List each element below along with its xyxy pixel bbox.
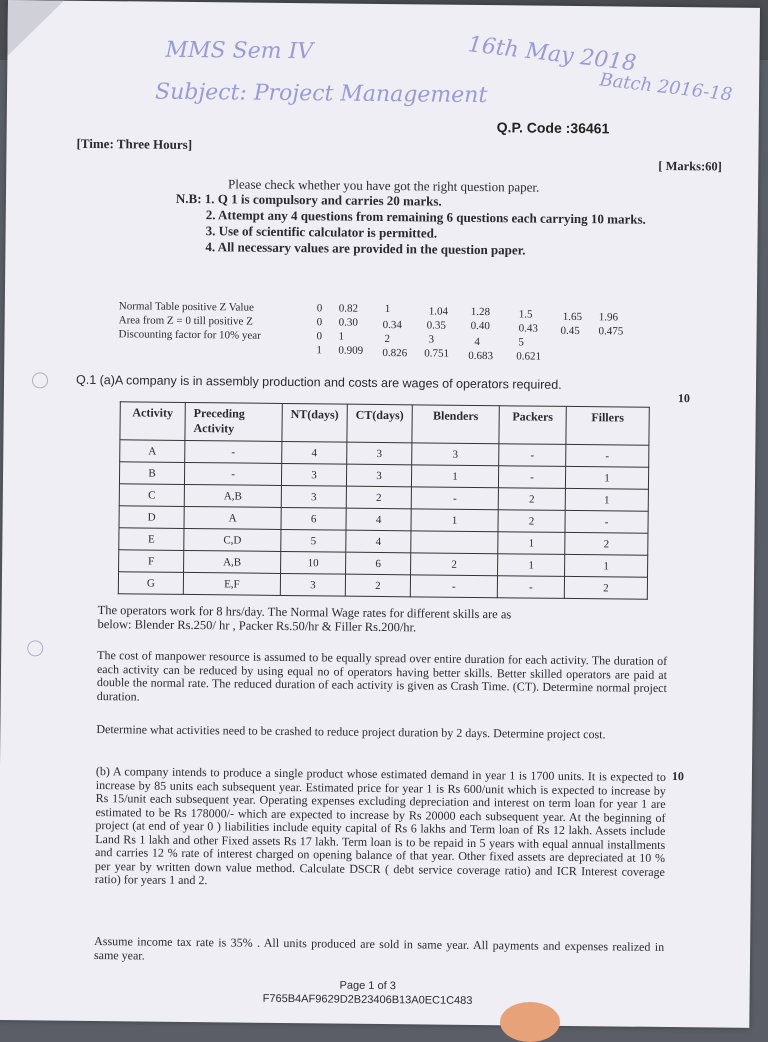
q1b-marks: 10 [671, 769, 685, 784]
table-cell: 3 [280, 573, 345, 596]
instruction-4: 4. All necessary values are provided in the question paper. [205, 239, 526, 258]
table-cell: 2 [498, 510, 565, 533]
activity-table [118, 401, 650, 600]
factor-value: 0.751 [424, 347, 450, 360]
factor-value: 0.621 [516, 350, 542, 363]
instruction-1: N.B: 1. Q 1 is compulsory and carries 20 marks. [175, 190, 442, 209]
q1b-paragraph-2: Assume income tax rate is 35% . All units produced are sold in same year. All payments and expenses realized in same year. [93, 934, 665, 963]
area-value: 0.30 [338, 316, 358, 329]
area-value: 0.40 [470, 319, 490, 333]
table-cell: 4 [346, 508, 411, 531]
table-cell: - [566, 444, 649, 467]
handwritten-course: MMS Sem IV [165, 37, 314, 65]
handwritten-batch: Batch 2016-18 [598, 69, 734, 106]
table-cell: G [118, 572, 183, 595]
table-cell: 3 [412, 443, 499, 466]
area-value: 0.43 [518, 322, 538, 335]
table-cell: 6 [346, 552, 411, 575]
z-value: 1.5 [518, 308, 533, 321]
table-cell: 10 [281, 551, 346, 574]
col-header: Packers [499, 406, 566, 445]
factor-value: 0.826 [382, 347, 408, 360]
table-cell: 2 [564, 576, 647, 599]
area-value: 0.475 [598, 325, 624, 338]
year-value: 0 [316, 330, 323, 343]
table-cell: 2 [345, 574, 410, 597]
table-row [118, 572, 647, 600]
instruction-check: Please check whether you have got the right question paper. [228, 176, 540, 195]
year-value: 5 [518, 336, 525, 349]
table-cell: E [119, 528, 184, 551]
year-value: 4 [474, 335, 481, 349]
z-value: 0 [316, 302, 323, 315]
area-value: 0.35 [426, 319, 446, 332]
qp-code: Q.P. Code :36461 [496, 119, 610, 137]
area-value: 0 [316, 316, 323, 329]
col-header: Blenders [412, 405, 499, 444]
time-label: [Time: Three Hours] [76, 135, 193, 152]
thumb [500, 1002, 560, 1042]
z-value: 0.82 [338, 302, 359, 315]
col-header: Fillers [566, 406, 649, 445]
area-value: 0.34 [382, 319, 402, 332]
col-header: Activity [120, 402, 185, 441]
table-cell: 4 [282, 441, 347, 464]
table-cell: - [410, 575, 497, 598]
paper-code: F765B4AF9629D2B23406B13A0EC1C483 [262, 992, 473, 1007]
table-cell: 3 [347, 442, 412, 465]
table-cell: 2 [411, 553, 498, 576]
punch-hole [27, 640, 43, 656]
year-value: 1 [338, 330, 345, 343]
table-cell: 1 [498, 532, 565, 555]
table-cell [411, 531, 498, 554]
table-cell: F [119, 550, 184, 573]
table-cell: E,F [183, 572, 280, 595]
table-cell: - [184, 462, 281, 485]
instruction-2: 2. Attempt any 4 questions from remaining 6 questions each carrying 10 marks. [205, 207, 646, 227]
table-cell: 6 [281, 507, 346, 530]
table-cell: B [119, 462, 184, 485]
table-cell: 1 [411, 465, 498, 488]
year-value: 3 [428, 333, 435, 346]
wages-line-2: below: Blender Rs.250/ hr , Packer Rs.50/hr & Filler Rs.200/hr. [97, 617, 417, 635]
page-number: Page 1 of 3 [339, 979, 396, 993]
factor-value: 0.683 [468, 349, 494, 363]
handwritten-subject: Subject: Project Management [154, 79, 488, 109]
z-value: 1.96 [598, 311, 619, 324]
q1a-intro: Q.1 (a)A company is in assembly production and costs are wages of operators required. [75, 372, 562, 392]
z-value: 1 [384, 303, 391, 316]
table-cell: C,D [184, 528, 281, 551]
table-cell: 1 [498, 554, 565, 577]
ref-label-area: Area from Z = 0 till positive Z [118, 314, 253, 328]
table-cell: 3 [281, 485, 346, 508]
z-value: 1.28 [470, 305, 491, 319]
table-cell: 2 [346, 486, 411, 509]
factor-value: 1 [316, 344, 322, 357]
col-header: CT(days) [347, 404, 412, 443]
table-cell: A,B [184, 484, 281, 507]
table-cell: 1 [411, 509, 498, 532]
q1b-paragraph-1: (b) A company intends to produce a single product whose estimated demand in year 1 is 1700 units. It is expected to increase by 85 units each subsequent year. Estimated price for year 1 is Rs 600/unit which is expected to increase by Rs 15/unit each subsequent year. Operating expenses excluding depreciation and interest on term loan for year 1 are estimated to be Rs 178000/- which are expected to increase by Rs 20000 each subsequent year. At the beginning of project (at end of year 0 ) liabilities include equity capital of Rs 6 lakhs and Term loan of Rs 12 lakh. Assets include Land Rs 1 lakh and other Fixed assets Rs 17 lakh. Term loan is to be repaid in 5 years with equal annual installments and carries 12 % rate of interest charged on opening balance of that year. Other fixed assets are depreciated at 10 % per year by written down value method. Calculate DSCR ( debt service coverage ratio) and ICR Interest coverage ratio) for years 1 and 2. [94, 764, 666, 888]
year-value: 2 [384, 333, 391, 346]
table-header-row [120, 402, 649, 446]
table-cell: 5 [281, 529, 346, 552]
folded-corner [7, 0, 64, 57]
table-cell: A [120, 440, 185, 463]
col-header: Preceding Activity [185, 402, 282, 441]
q1a-paragraph-1: The cost of manpower resource is assumed to be equally spread over entire duration for each activity. The duration of each activity can be reduced by using equal no of operators having better skills. Better skilled operators are paid at double the normal rate. The reduced duration of each activity is given as Crash Time. (CT). Determine normal project duration. [96, 648, 668, 703]
punch-hole [32, 372, 48, 388]
factor-value: 0.909 [338, 344, 364, 357]
wages-line-1: The operators work for 8 hrs/day. The Normal Wage rates for different skills are as [97, 603, 512, 622]
table-cell: A,B [184, 550, 281, 573]
table-cell: - [498, 466, 565, 489]
table-cell: - [185, 440, 282, 463]
ref-label-discount: Discounting factor for 10% year [118, 328, 261, 342]
table-cell: - [499, 444, 566, 467]
q1a-marks: 10 [677, 391, 690, 406]
table-cell: 1 [565, 488, 648, 511]
table-cell: C [119, 484, 184, 507]
table-cell: - [497, 576, 564, 599]
table-cell: 1 [565, 466, 648, 489]
area-value: 0.45 [560, 324, 580, 338]
table-cell: - [565, 510, 648, 533]
table-cell: D [119, 506, 184, 529]
z-value: 1.65 [562, 310, 583, 324]
table-cell: 2 [565, 532, 648, 555]
col-header: NT(days) [282, 403, 347, 442]
table-cell: 1 [565, 554, 648, 577]
q1a-paragraph-2: Determine what activities need to be crashed to reduce project duration by 2 days. Determine project cost. [96, 722, 606, 742]
table-cell: A [184, 506, 281, 529]
ref-label-z: Normal Table positive Z Value [118, 300, 254, 314]
z-value: 1.04 [428, 305, 449, 318]
table-cell: 3 [281, 463, 346, 486]
marks-label: [ Marks:60] [658, 158, 722, 174]
table-cell: 2 [498, 488, 565, 511]
handwritten-date: 16th May 2018 [466, 32, 638, 77]
table-cell: 3 [346, 464, 411, 487]
table-cell: 4 [346, 530, 411, 553]
table-cell: - [411, 487, 498, 510]
instruction-3: 3. Use of scientific calculator is permitted. [205, 223, 438, 241]
